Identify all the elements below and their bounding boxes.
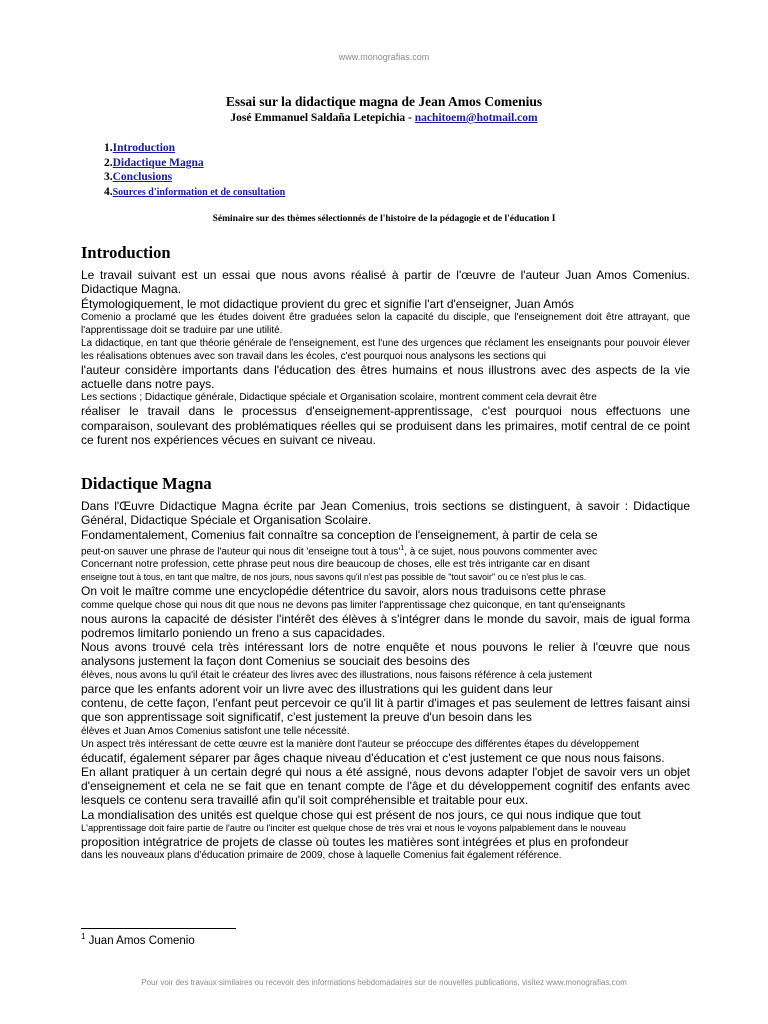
footnote-text: Juan Amos Comenio: [85, 934, 195, 947]
paragraph: nous aurons la capacité de désister l'intérêt des élèves à s'intégrer dans le monde du savoir, mais de igual forma podremos limitarlo poniendo un freno a sus capacidades.: [81, 611, 690, 640]
toc-number: 1.: [104, 142, 113, 154]
paragraph: l'auteur considère importants dans l'éducation des êtres humains et nous illustrons avec des aspects de la vie actuelle dans notre pays.: [81, 362, 690, 392]
toc-link-didactique[interactable]: Didactique Magna: [112, 156, 204, 169]
toc-item-didactique: [104, 156, 285, 171]
paragraph: réaliser le travail dans le processus d'enseignement-apprentissage, c'est pourquoi nous effectuons une comparaison, soulevant des problématiques réelles qui se produisent dans les primaires, motif central de ce point ce furent nos expériences vécues en suivant ce niveau.: [81, 404, 690, 448]
paragraph: Dans l'Œuvre Didactique Magna écrite par Jean Comenius, trois sections se distinguent, à savoir : Didactique Général, Didactique Spéciale et Organisation Scolaire.: [81, 499, 690, 528]
paragraph: Les sections ; Didactique générale, Didactique spéciale et Organisation scolaire, montrent comment cela devrait être: [81, 392, 597, 404]
footnote: [81, 932, 195, 947]
paragraph: élèves et Juan Amos Comenius satisfont une telle nécessité.: [81, 725, 350, 737]
didactique-body: [81, 499, 690, 862]
paragraph: La mondialisation des unités est quelque chose qui est présent de nos jours, ce qui nous indique que tout: [81, 807, 641, 822]
footnote-divider: [81, 928, 236, 929]
paragraph: Étymologiquement, le mot didactique provient du grec et signifie l'art d'enseigner, Juan Amós: [81, 296, 574, 311]
author-line: [0, 112, 768, 124]
seminar-line: Séminaire sur des thèmes sélectionnés de l'histoire de la pédagogie et de l'éducation I: [212, 214, 556, 224]
paragraph: élèves, nous avons lu qu'il était le créateur des livres avec des illustrations, nous faisons référence à cela justement: [81, 669, 593, 681]
toc-number: 2.: [104, 156, 113, 169]
header-url: www.monografias.com: [338, 52, 430, 62]
author-email-link[interactable]: nachitoem@hotmail.com: [414, 112, 538, 124]
paragraph: parce que les enfants adorent voir un livre avec des illustrations qui les guident dans leur: [81, 681, 553, 696]
paragraph: comme quelque chose qui nous dit que nous ne devons pas limiter l'apprentissage chez quiconque, en tant qu'enseignants: [81, 599, 626, 611]
toc-item-sources: [104, 185, 285, 201]
paragraph: Un aspect très intéressant de cette œuvre est la manière dont l'auteur se préoccupe des différentes étapes du développement: [81, 738, 640, 750]
paragraph: L'apprentissage doit faire partie de l'autre ou l'inciter est quelque chose de très vrai et nous le voyons palpablement dans le nouveau: [81, 823, 626, 834]
toc-link-conclusions[interactable]: Conclusions: [112, 171, 173, 183]
paragraph: proposition intégratrice de projets de classe où toutes les matières sont intégrées et plus en profondeur: [81, 835, 629, 850]
paragraph: La didactique, en tant que théorie générale de l'enseignement, est l'une des urgences que réclament les enseignants pour pouvoir élever les réalisations obtenues avec son travail dans les écoles, c'est pourquoi nous analysons les sections qui: [81, 337, 690, 362]
paragraph: Fondamentalement, Comenius fait connaître sa conception de l'enseignement, à partir de cela se: [81, 527, 598, 542]
paragraph: Comenio a proclamé que les études doivent être graduées selon la capacité du disciple, que l'enseignement doit être attrayant, que l'apprentissage doit se traduire par une utilité.: [81, 311, 690, 336]
introduction-heading: Introduction: [81, 243, 171, 262]
paragraph-text: peut-on sauver une phrase de l'auteur qui nous dit 'enseigne tout à tous': [81, 546, 401, 558]
toc-item-introduction: [104, 141, 285, 156]
toc-link-introduction[interactable]: Introduction: [112, 142, 176, 154]
table-of-contents: [104, 141, 285, 200]
paragraph: dans les nouveaux plans d'éducation primaire de 2009, chose à laquelle Comenius fait également référence.: [81, 850, 562, 862]
paragraph: éducatif, également séparer par âges chaque niveau d'éducation et c'est justement ce que nous nous faisons.: [81, 750, 665, 765]
paragraph: contenu, de cette façon, l'enfant peut percevoir ce qu'il lit à partir d'images et pas seulement de lettres faisant ainsi que son apprentissage soit significatif, c'est justement la preuve d'un besoin dans les: [81, 696, 690, 725]
toc-number: 3.: [104, 171, 113, 183]
paragraph: Concernant notre profession, cette phrase peut nous dire beaucoup de choses, elle est très intrigante car en disant: [81, 559, 590, 571]
document-title: Essai sur la didactique magna de Jean Amos Comenius: [225, 94, 543, 109]
toc-item-conclusions: [104, 170, 285, 185]
paragraph: En allant pratiquer à un certain degré qui nous a été assigné, nous devons adapter l'objet de savoir vers un objet d'enseignement et cela ne se fait que en tenant compte de l'âge et du développement cognitif des enfants avec lesquels ce contenu sera travaillé afin qu'il soit compréhensible et traitable pour eux.: [81, 764, 690, 808]
paragraph: Le travail suivant est un essai que nous avons réalisé à partir de l'œuvre de l'auteur Juan Amos Comenius. Didactique Magna.: [81, 268, 690, 297]
toc-link-sources[interactable]: Sources d'information et de consultation: [112, 186, 286, 198]
page-footer: Pour voir des travaux similaires ou recevoir des informations hebdomadaires sur de nouvelles publications, visitez www.monografias.com: [141, 978, 627, 987]
paragraph: [81, 542, 690, 558]
toc-number: 4.: [104, 185, 113, 198]
paragraph: Nous avons trouvé cela très intéressant lors de notre enquête et nous pouvons le relier à l'œuvre que nous analysons justement la façon dont Comenius se souciait des besoins des: [81, 640, 690, 669]
footnote-ref[interactable]: 1: [400, 544, 405, 552]
introduction-body: [81, 268, 690, 447]
paragraph: enseigne tout à tous, en tant que maître, de nos jours, nous savons qu'il n'est pas possible de "tout savoir" ou ce n'est plus le cas.: [81, 572, 587, 583]
paragraph-text: , à ce sujet, nous pouvons commenter avec: [404, 546, 598, 558]
author-name: José Emmanuel Saldaña Letepichia -: [230, 112, 415, 124]
paragraph: On voit le maître comme une encyclopédie détentrice du savoir, alors nous traduisons cette phrase: [81, 584, 606, 599]
footnote-number: 1: [81, 932, 86, 941]
didactique-heading: Didactique Magna: [81, 474, 212, 493]
